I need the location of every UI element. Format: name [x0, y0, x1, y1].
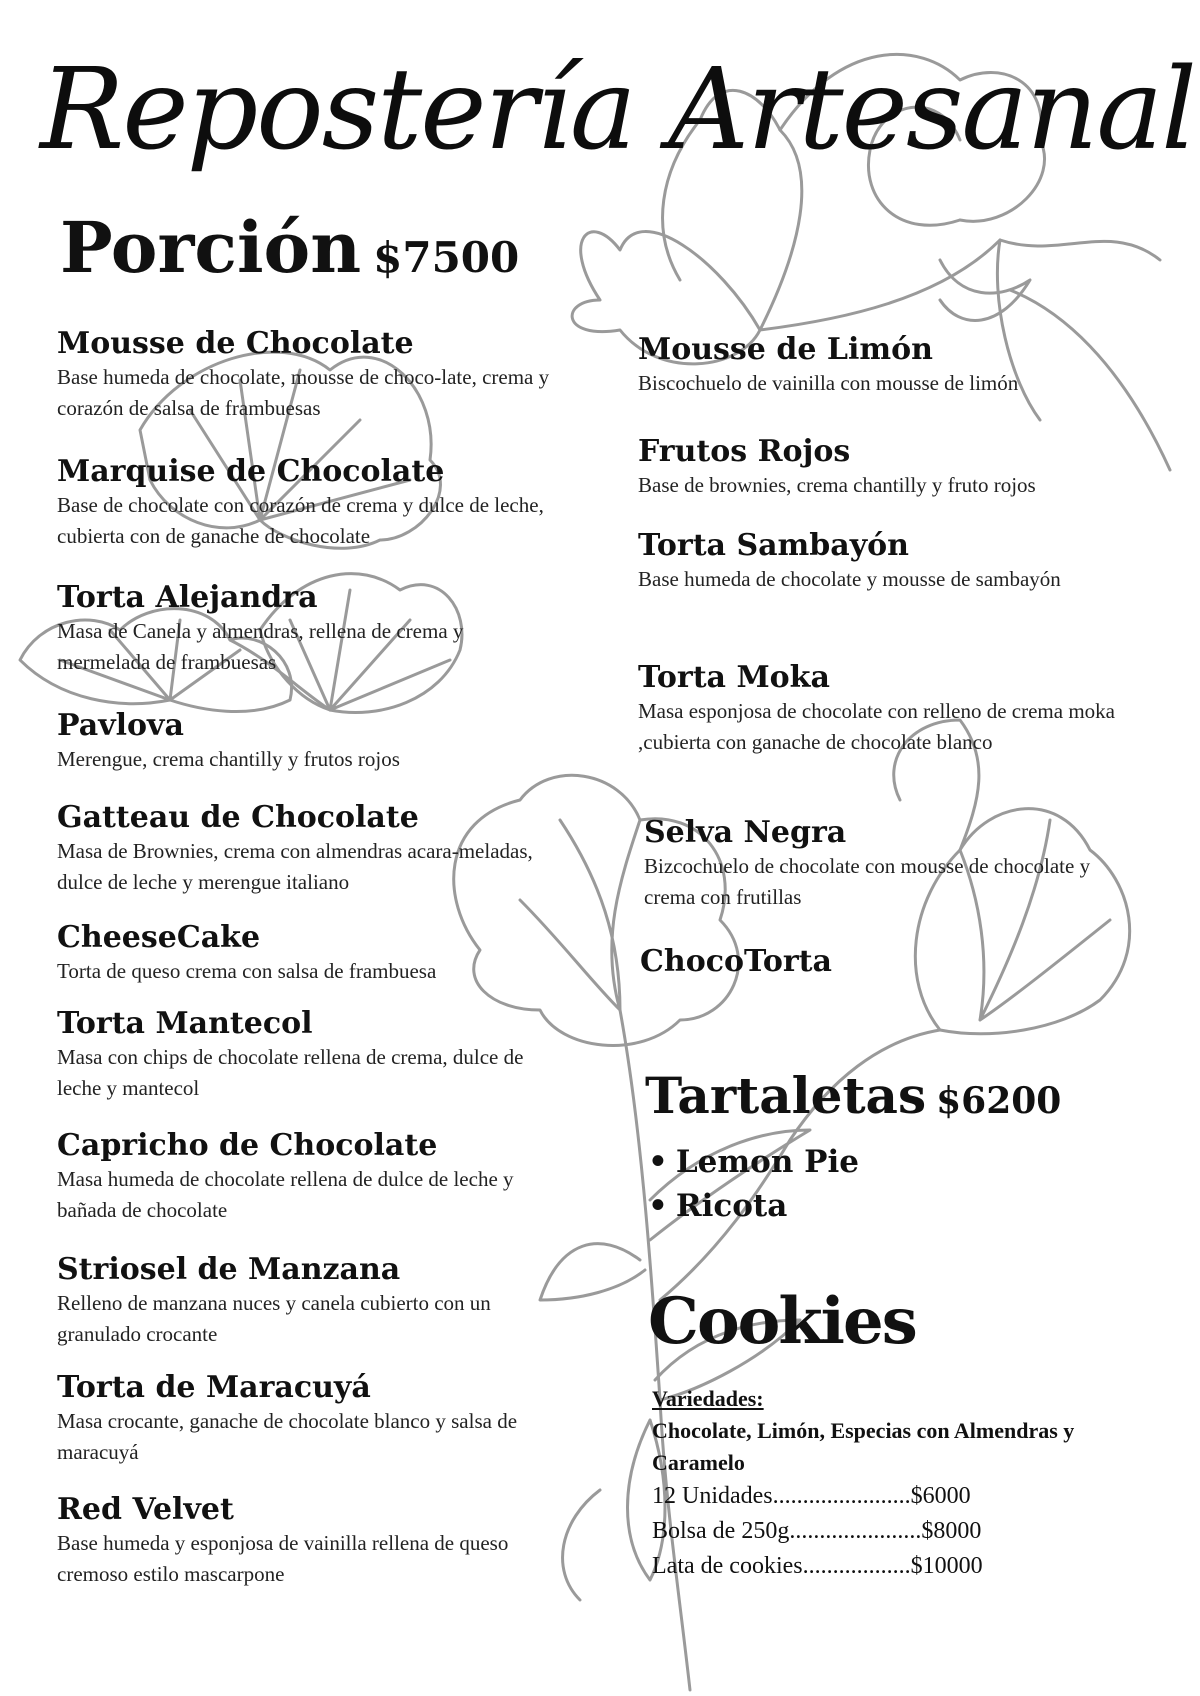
menu-item-name: Torta Moka	[638, 660, 830, 695]
menu-item	[57, 580, 557, 678]
menu-item	[57, 454, 557, 552]
menu-item	[638, 332, 1128, 399]
bullet-icon: •	[648, 1144, 668, 1180]
menu-item-desc: Masa con chips de chocolate rellena de crema, dulce de leche y mantecol	[57, 1045, 524, 1100]
menu-item-desc: Base humeda y esponjosa de vainilla rellena de queso cremoso estilo mascarpone	[57, 1531, 509, 1586]
list-item	[648, 1140, 859, 1184]
menu-item	[57, 1128, 557, 1226]
tartaletas-price: $6200	[936, 1080, 1062, 1122]
price-row-dots: ..................	[802, 1553, 911, 1579]
menu-item	[638, 528, 1128, 595]
menu-item-name: Mousse de Limón	[638, 332, 933, 367]
price-row-dots: ......................	[789, 1518, 922, 1544]
tartaletas-header	[645, 1065, 1061, 1127]
menu-item-desc: Masa crocante, ganache de chocolate blanco y salsa de maracuyá	[57, 1409, 518, 1464]
porcion-price: $7500	[373, 233, 520, 282]
menu-item-name: Torta de Maracuyá	[57, 1370, 371, 1405]
menu-item	[644, 815, 1134, 913]
menu-item-name: Pavlova	[57, 708, 184, 743]
tartaletas-list	[648, 1140, 859, 1228]
menu-item	[57, 800, 557, 898]
menu-item-desc: Masa humeda de chocolate rellena de dulce de leche y bañada de chocolate	[57, 1167, 514, 1222]
menu-item-name: Torta Sambayón	[638, 528, 909, 563]
menu-item	[57, 920, 557, 987]
menu-item-name: Gatteau de Chocolate	[57, 800, 419, 835]
variedades-label: Variedades:	[652, 1386, 764, 1411]
menu-item-desc: Masa de Brownies, crema con almendras acara-meladas, dulce de leche y merengue italiano	[57, 839, 533, 894]
menu-item	[57, 1006, 557, 1104]
menu-item	[57, 1370, 557, 1468]
menu-item-desc: Base humeda de chocolate y mousse de sambayón	[638, 567, 1061, 591]
menu-item-desc: Merengue, crema chantilly y frutos rojos	[57, 747, 400, 771]
variedades-list: Chocolate, Limón, Especias con Almendras y Caramelo	[652, 1418, 1075, 1475]
price-row	[652, 1514, 1172, 1549]
tartaleta-name: Ricota	[675, 1188, 788, 1224]
porcion-heading: Porción	[60, 206, 362, 289]
price-row	[652, 1479, 1172, 1514]
porcion-header	[60, 206, 519, 290]
menu-item-desc: Base de brownies, crema chantilly y fruto rojos	[638, 473, 1036, 497]
price-row-value: $6000	[910, 1483, 971, 1509]
menu-item-name: Torta Alejandra	[57, 580, 318, 615]
price-row-label: Lata de cookies	[652, 1553, 803, 1579]
menu-item-name: CheeseCake	[57, 920, 261, 955]
menu-item-name: Selva Negra	[644, 815, 847, 850]
price-row-label: 12 Unidades	[652, 1483, 773, 1509]
menu-item-name: Striosel de Manzana	[57, 1252, 401, 1287]
menu-title: Repostería Artesanal	[40, 45, 1195, 175]
bullet-icon: •	[648, 1188, 668, 1224]
menu-item	[638, 434, 1128, 501]
menu-item-name: Torta Mantecol	[57, 1006, 313, 1041]
price-row	[652, 1549, 1172, 1584]
list-item	[648, 1184, 859, 1228]
menu-item-desc: Biscochuelo de vainilla con mousse de limón	[638, 371, 1019, 395]
menu-item-name: ChocoTorta	[640, 944, 832, 979]
price-row-label: Bolsa de 250g	[652, 1518, 790, 1544]
price-row-value: $10000	[910, 1553, 983, 1579]
menu-item-desc: Masa esponjosa de chocolate con relleno de crema moka ,cubierta con ganache de chocolate blanco	[638, 699, 1115, 754]
menu-item	[638, 660, 1128, 758]
menu-item-desc: Relleno de manzana nuces y canela cubierto con un granulado crocante	[57, 1291, 491, 1346]
price-row-value: $8000	[921, 1518, 982, 1544]
menu-item	[57, 1492, 557, 1590]
menu-item-name: Red Velvet	[57, 1492, 234, 1527]
menu-item-desc: Masa de Canela y almendras, rellena de crema y mermelada de frambuesas	[57, 619, 464, 674]
menu-item-desc: Base de chocolate con corazón de crema y dulce de leche, cubierta con de ganache de chocolate	[57, 493, 544, 548]
tartaletas-heading: Tartaletas	[645, 1066, 927, 1125]
menu-item-name: Frutos Rojos	[638, 434, 851, 469]
cookies-heading: Cookies	[648, 1284, 916, 1359]
menu-item-desc: Base humeda de chocolate, mousse de choco-late, crema y corazón de salsa de frambuesas	[57, 365, 550, 420]
menu-item-name: Marquise de Chocolate	[57, 454, 445, 489]
menu-item-desc: Bizcochuelo de chocolate con mousse de chocolate y crema con frutillas	[644, 854, 1091, 909]
price-row-dots: .......................	[772, 1483, 911, 1509]
tartaleta-name: Lemon Pie	[675, 1144, 859, 1180]
menu-item	[57, 326, 557, 424]
menu-item-desc: Torta de queso crema con salsa de frambuesa	[57, 959, 437, 983]
menu-item-name: Mousse de Chocolate	[57, 326, 414, 361]
menu-item	[57, 708, 557, 775]
cookies-details	[652, 1383, 1172, 1584]
menu-item-name: Capricho de Chocolate	[57, 1128, 438, 1163]
menu-item	[640, 944, 1130, 980]
menu-item	[57, 1252, 557, 1350]
